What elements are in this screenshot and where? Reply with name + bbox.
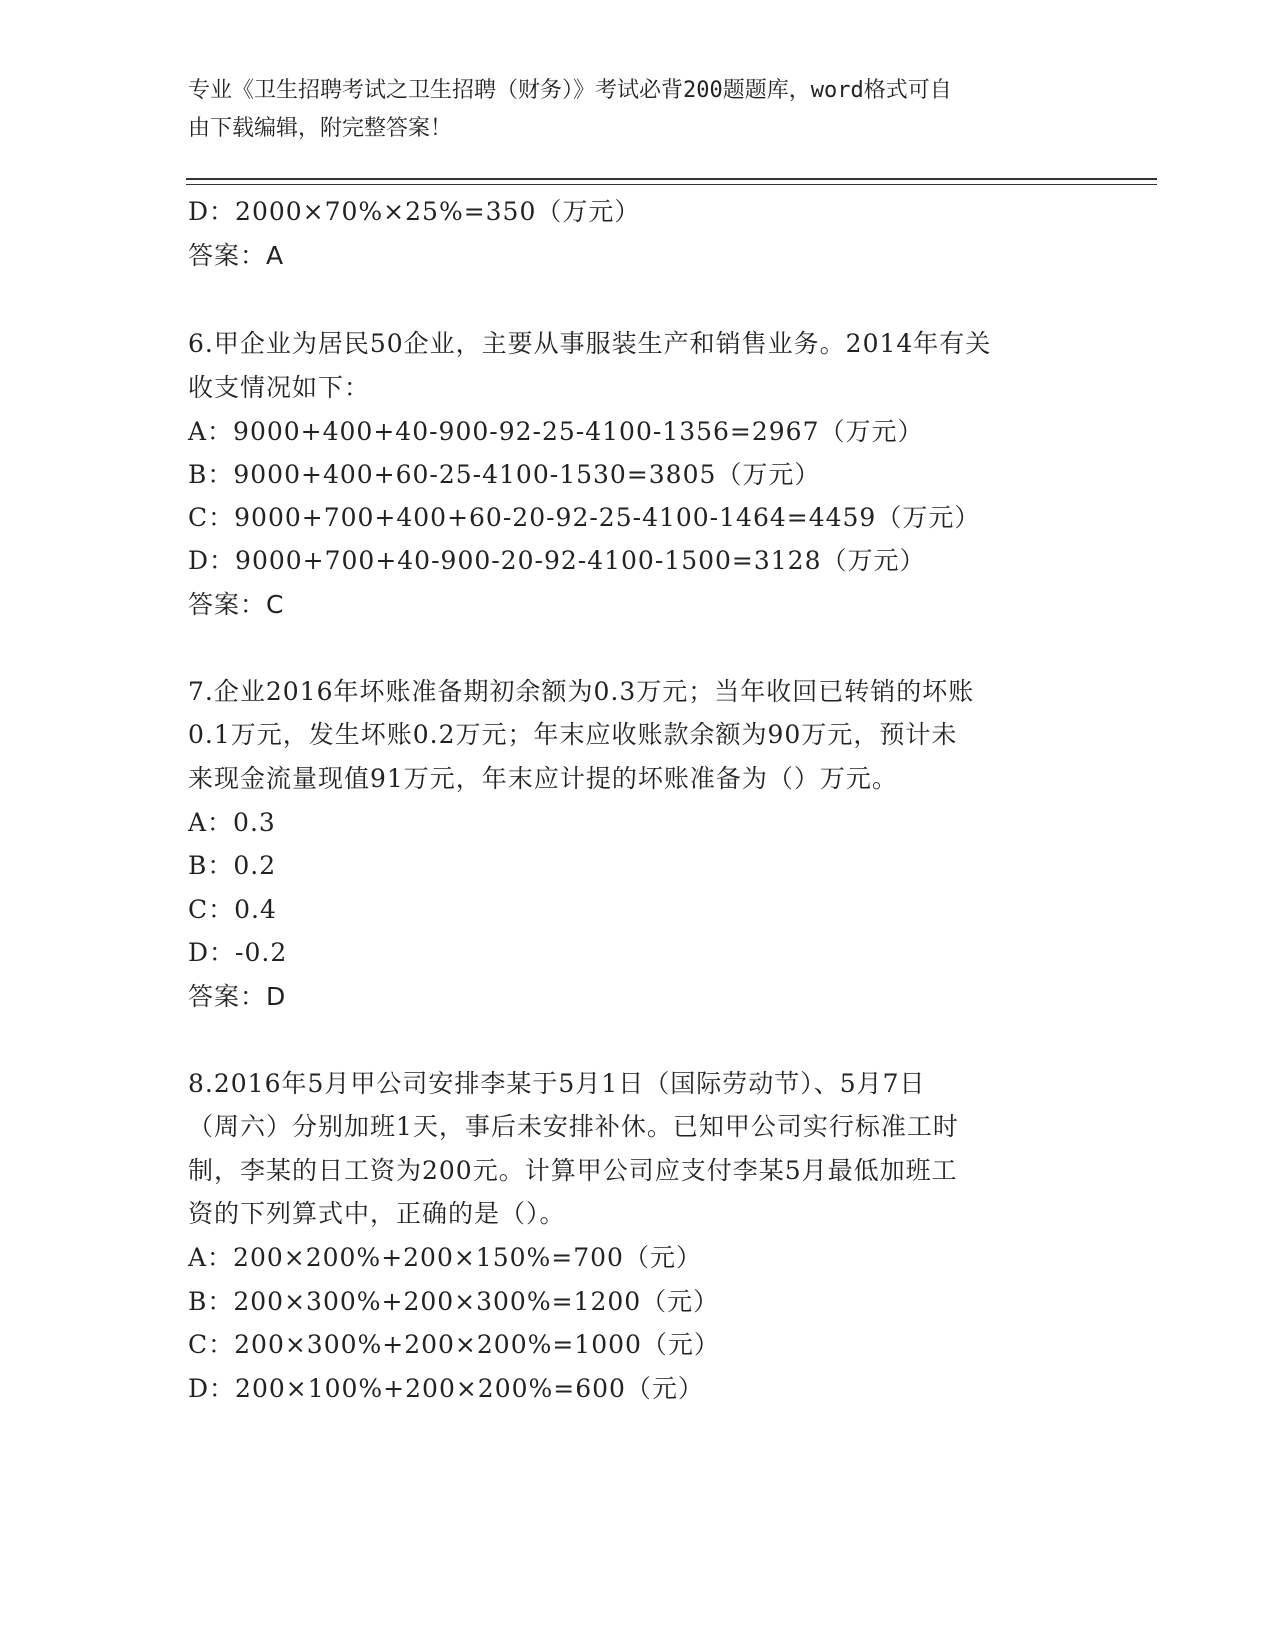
- document-header: [188, 72, 1088, 148]
- header-line-2: 由下载编辑，附完整答案！: [188, 116, 453, 141]
- q7-option-c: C：0.4: [188, 895, 277, 924]
- q8-text-line-3: 制，李某的日工资为200元。计算甲公司应支付李某5月最低加班工: [188, 1156, 958, 1185]
- q6-option-d: D：9000+700+40-900-20-92-4100-1500=3128（万元）: [188, 546, 926, 575]
- header-line-1: 专业《卫生招聘考试之卫生招聘（财务）》考试必背200题题库，word格式可自: [188, 78, 952, 103]
- q6-text-line-1: 6.甲企业为居民50企业，主要从事服装生产和销售业务。2014年有关: [188, 329, 992, 358]
- header-rule-thin: [186, 184, 1157, 185]
- q8-option-d: D：200×100%+200×200%=600（元）: [188, 1374, 704, 1403]
- q8-option-b: B：200×300%+200×300%=1200（元）: [188, 1287, 720, 1316]
- q6-option-b: B：9000+400+60-25-4100-1530=3805（万元）: [188, 460, 821, 489]
- q7-option-d: D：-0.2: [188, 938, 288, 967]
- q7-option-b: B：0.2: [188, 851, 277, 880]
- q8-option-c: C：200×300%+200×200%=1000（元）: [188, 1330, 720, 1359]
- q7-answer: 答案：D: [188, 982, 287, 1011]
- q6-option-c: C：9000+700+400+60-20-92-25-4100-1464=4459（万元）: [188, 503, 981, 532]
- q8-option-a: A：200×200%+200×150%=700（元）: [188, 1243, 702, 1272]
- header-rule-thick: [186, 178, 1157, 180]
- q7-text-line-1: 7.企业2016年坏账准备期初余额为0.3万元；当年收回已转销的坏账: [188, 677, 975, 706]
- q6-answer: 答案：C: [188, 590, 285, 619]
- q6-option-a: A：9000+400+40-900-92-25-4100-1356=2967（万元）: [188, 417, 924, 446]
- q7-option-a: A：0.3: [188, 808, 276, 837]
- q8-text-line-1: 8.2016年5月甲公司安排李某于5月1日（国际劳动节）、5月7日: [188, 1069, 926, 1098]
- q7-text-line-3: 来现金流量现值91万元，年末应计提的坏账准备为（）万元。: [188, 764, 898, 793]
- q6-text-line-2: 收支情况如下：: [188, 373, 371, 402]
- q8-text-line-2: （周六）分别加班1天，事后未安排补休。已知甲公司实行标准工时: [188, 1112, 959, 1141]
- q7-text-line-2: 0.1万元，发生坏账0.2万元；年末应收账款余额为90万元，预计未: [188, 720, 958, 749]
- q8-text-line-4: 资的下列算式中，正确的是（）。: [188, 1199, 566, 1228]
- prev-option-d: D：2000×70%×25%=350（万元）: [188, 197, 641, 226]
- prev-answer: 答案：A: [188, 241, 285, 270]
